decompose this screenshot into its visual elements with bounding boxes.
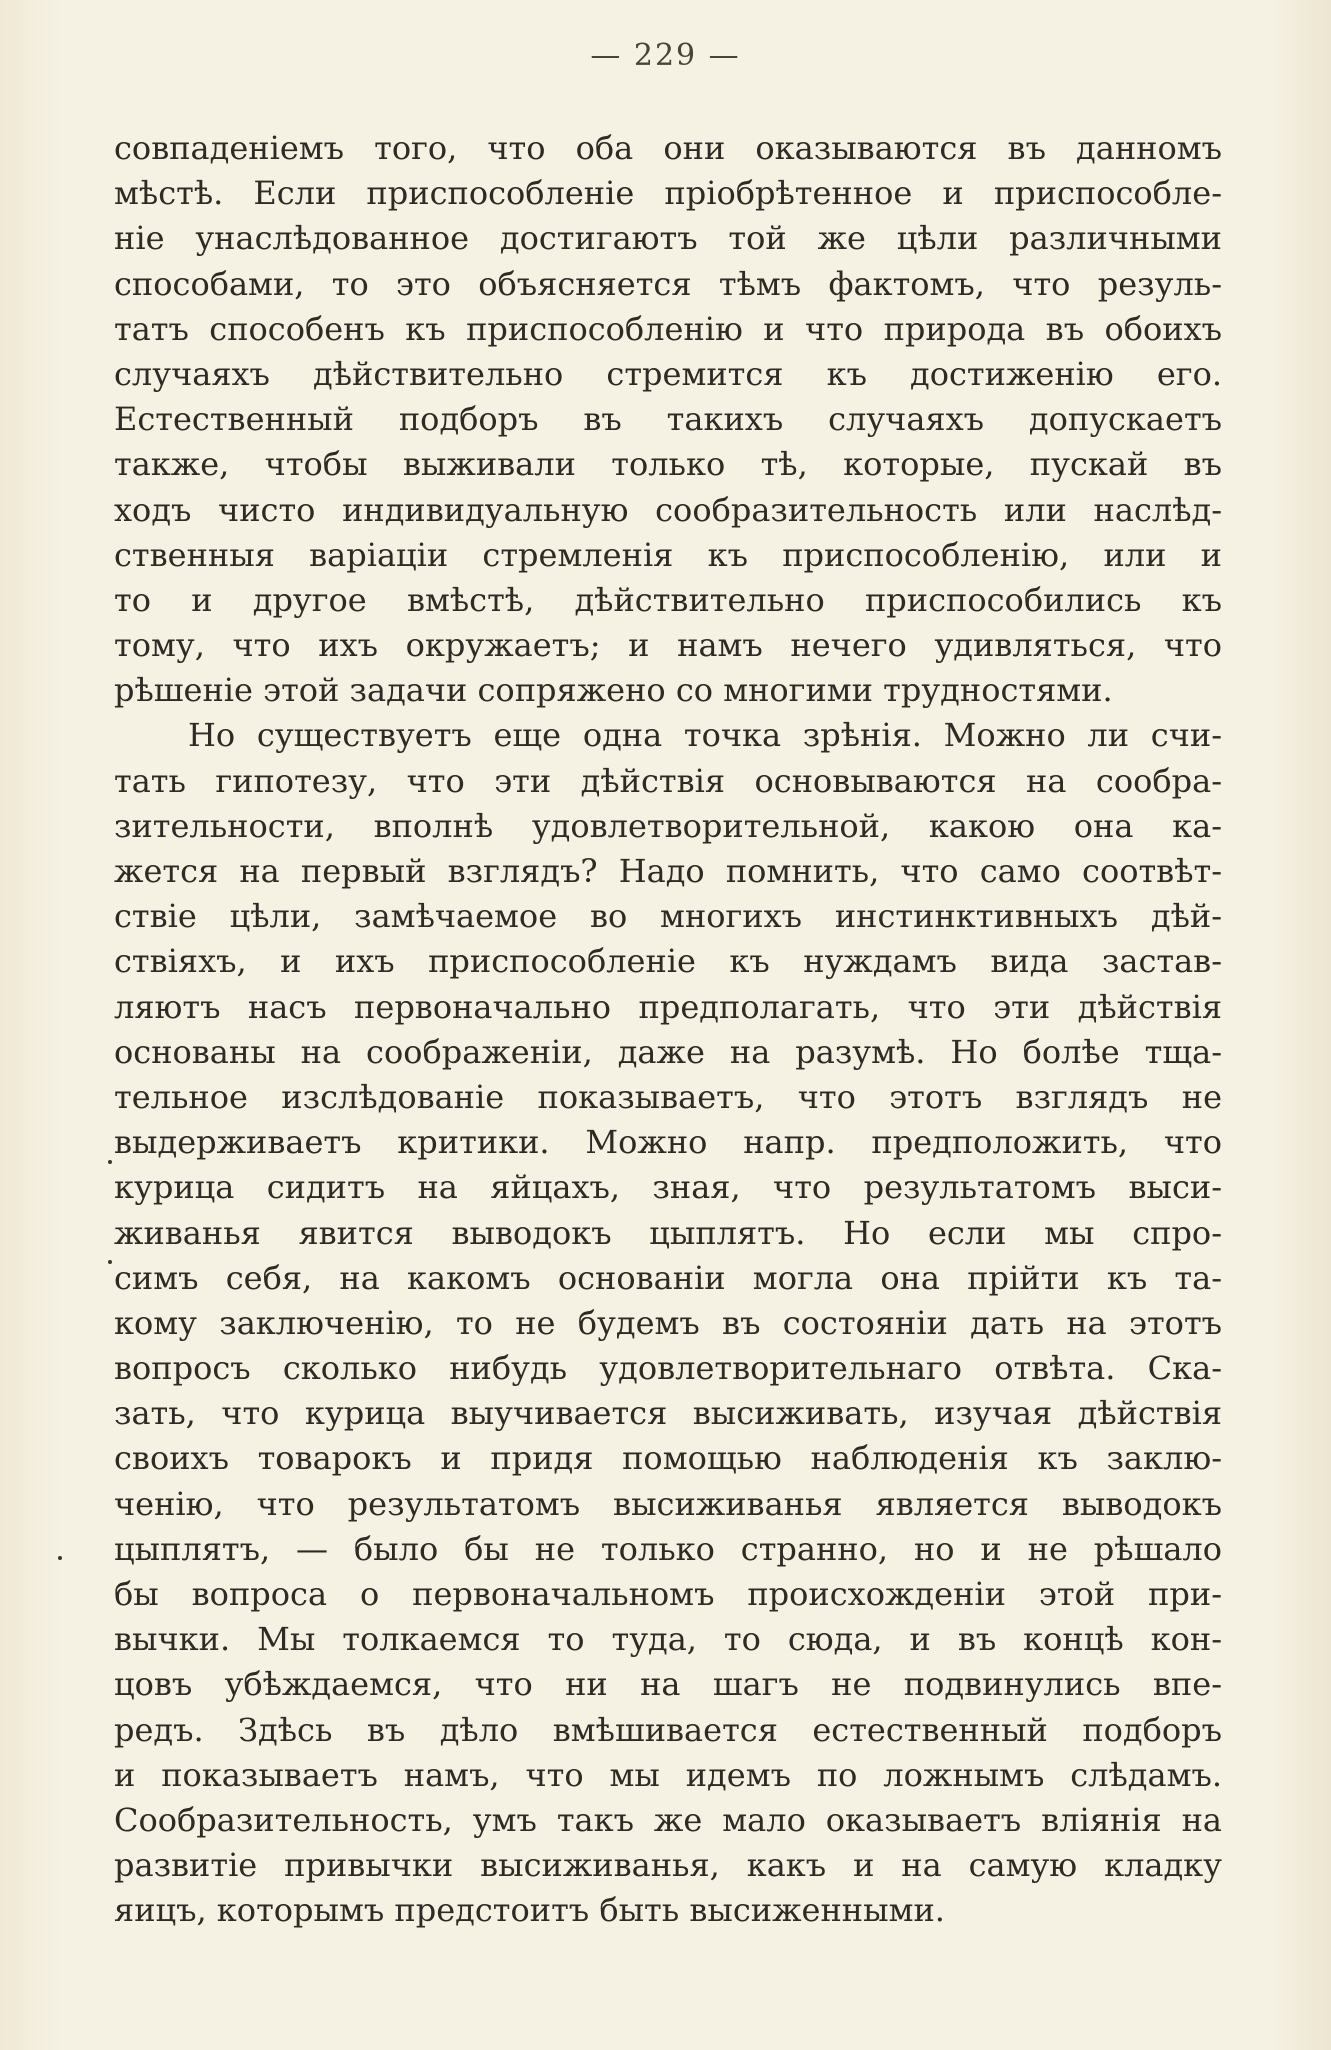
text-line: татъ способенъ къ приспособленію и что природа въ обоихъ	[114, 309, 1222, 348]
paragraph-start-line: Но существуетъ еще одна точка зрѣнія. Можно ли счи-	[188, 716, 1222, 755]
text-line: яицъ, которымъ предстоитъ быть высиженными.	[114, 1891, 945, 1930]
text-line: тельное изслѣдованіе показываетъ, что этотъ взглядъ не	[114, 1077, 1222, 1116]
text-line: мѣстѣ. Если приспособленіе пріобрѣтенное и приспособле-	[114, 174, 1222, 213]
text-line: ченію, что результатомъ высиживанья является выводокъ	[114, 1484, 1222, 1523]
text-line: редъ. Здѣсь въ дѣло вмѣшивается естественный подборъ	[114, 1710, 1222, 1749]
text-line: ственныя варіаціи стремленія къ приспособленію, или и	[114, 535, 1222, 574]
text-line: и показываетъ намъ, что мы идемъ по ложнымъ слѣдамъ.	[114, 1755, 1222, 1794]
text-line: совпаденіемъ того, что оба они оказываются въ данномъ	[114, 129, 1222, 167]
text-line: выдерживаетъ критики. Можно напр. предположить, что	[114, 1123, 1222, 1162]
text-line: своихъ товарокъ и придя помощью наблюденія къ заклю-	[114, 1439, 1222, 1478]
text-line: живанья явится выводокъ цыплятъ. Но если мы спро-	[114, 1213, 1222, 1252]
print-speck	[108, 1160, 112, 1164]
text-line: рѣшеніе этой задачи сопряжено со многими трудностями.	[114, 671, 1113, 710]
text-line: то и другое вмѣстѣ, дѣйствительно приспособились къ	[114, 580, 1222, 619]
text-line: случаяхъ дѣйствительно стремится къ достиженію его.	[114, 354, 1222, 393]
text-line: вычки. Мы толкаемся то туда, то сюда, и въ концѣ кон-	[114, 1620, 1222, 1659]
text-line: Естественный подборъ въ такихъ случаяхъ допускаетъ	[114, 400, 1222, 439]
text-line: цовъ убѣждаемся, что ни на шагъ не подвинулись впе-	[114, 1665, 1222, 1704]
text-line: ходъ чисто индивидуальную сообразительность или наслѣд-	[114, 490, 1222, 529]
print-speck	[108, 1260, 112, 1264]
text-line: основаны на соображеніи, даже на разумѣ. Но болѣе тща-	[114, 1032, 1222, 1071]
text-line: ніе унаслѣдованное достигаютъ той же цѣли различными	[114, 219, 1222, 258]
text-line: способами, то это объясняется тѣмъ фактомъ, что резуль-	[114, 264, 1222, 303]
text-line: тому, что ихъ окружаетъ; и намъ нечего удивляться, что	[114, 626, 1222, 665]
text-line: ствіе цѣли, замѣчаемое во многихъ инстинктивныхъ дѣй-	[114, 897, 1222, 936]
print-speck	[58, 1556, 62, 1560]
text-line: ствіяхъ, и ихъ приспособленіе къ нуждамъ вида застав-	[114, 942, 1222, 981]
text-line: бы вопроса о первоначальномъ происхожденіи этой при-	[114, 1575, 1222, 1613]
text-line: ляютъ насъ первоначально предполагать, что эти дѣйствія	[114, 987, 1222, 1026]
text-line: вопросъ сколько нибудь удовлетворительнаго отвѣта. Ска-	[114, 1349, 1222, 1388]
text-line: тать гипотезу, что эти дѣйствія основываются на сообра-	[114, 761, 1222, 800]
body-text	[114, 126, 1222, 1934]
text-line: Сообразительность, умъ такъ же мало оказываетъ вліянія на	[114, 1800, 1222, 1839]
text-line: жется на первый взглядъ? Надо помнить, что само соотвѣт-	[114, 852, 1222, 890]
text-line: симъ себя, на какомъ основаніи могла она прійти къ та-	[114, 1258, 1222, 1297]
text-line: зать, что курица выучивается высиживать, изучая дѣйствія	[114, 1394, 1222, 1433]
text-line: также, чтобы выживали только тѣ, которые, пускай въ	[114, 445, 1222, 484]
text-line: развитіе привычки высиживанья, какъ и на самую кладку	[114, 1846, 1222, 1885]
text-line: цыплятъ, — было бы не только странно, но и не рѣшало	[114, 1529, 1222, 1568]
page-number: — 229 —	[590, 38, 741, 73]
text-line: курица сидитъ на яйцахъ, зная, что результатомъ выси-	[114, 1168, 1222, 1207]
text-line: кому заключенію, то не будемъ въ состояніи дать на этотъ	[114, 1303, 1222, 1342]
text-line: зительности, вполнѣ удовлетворительной, какою она ка-	[114, 806, 1222, 845]
